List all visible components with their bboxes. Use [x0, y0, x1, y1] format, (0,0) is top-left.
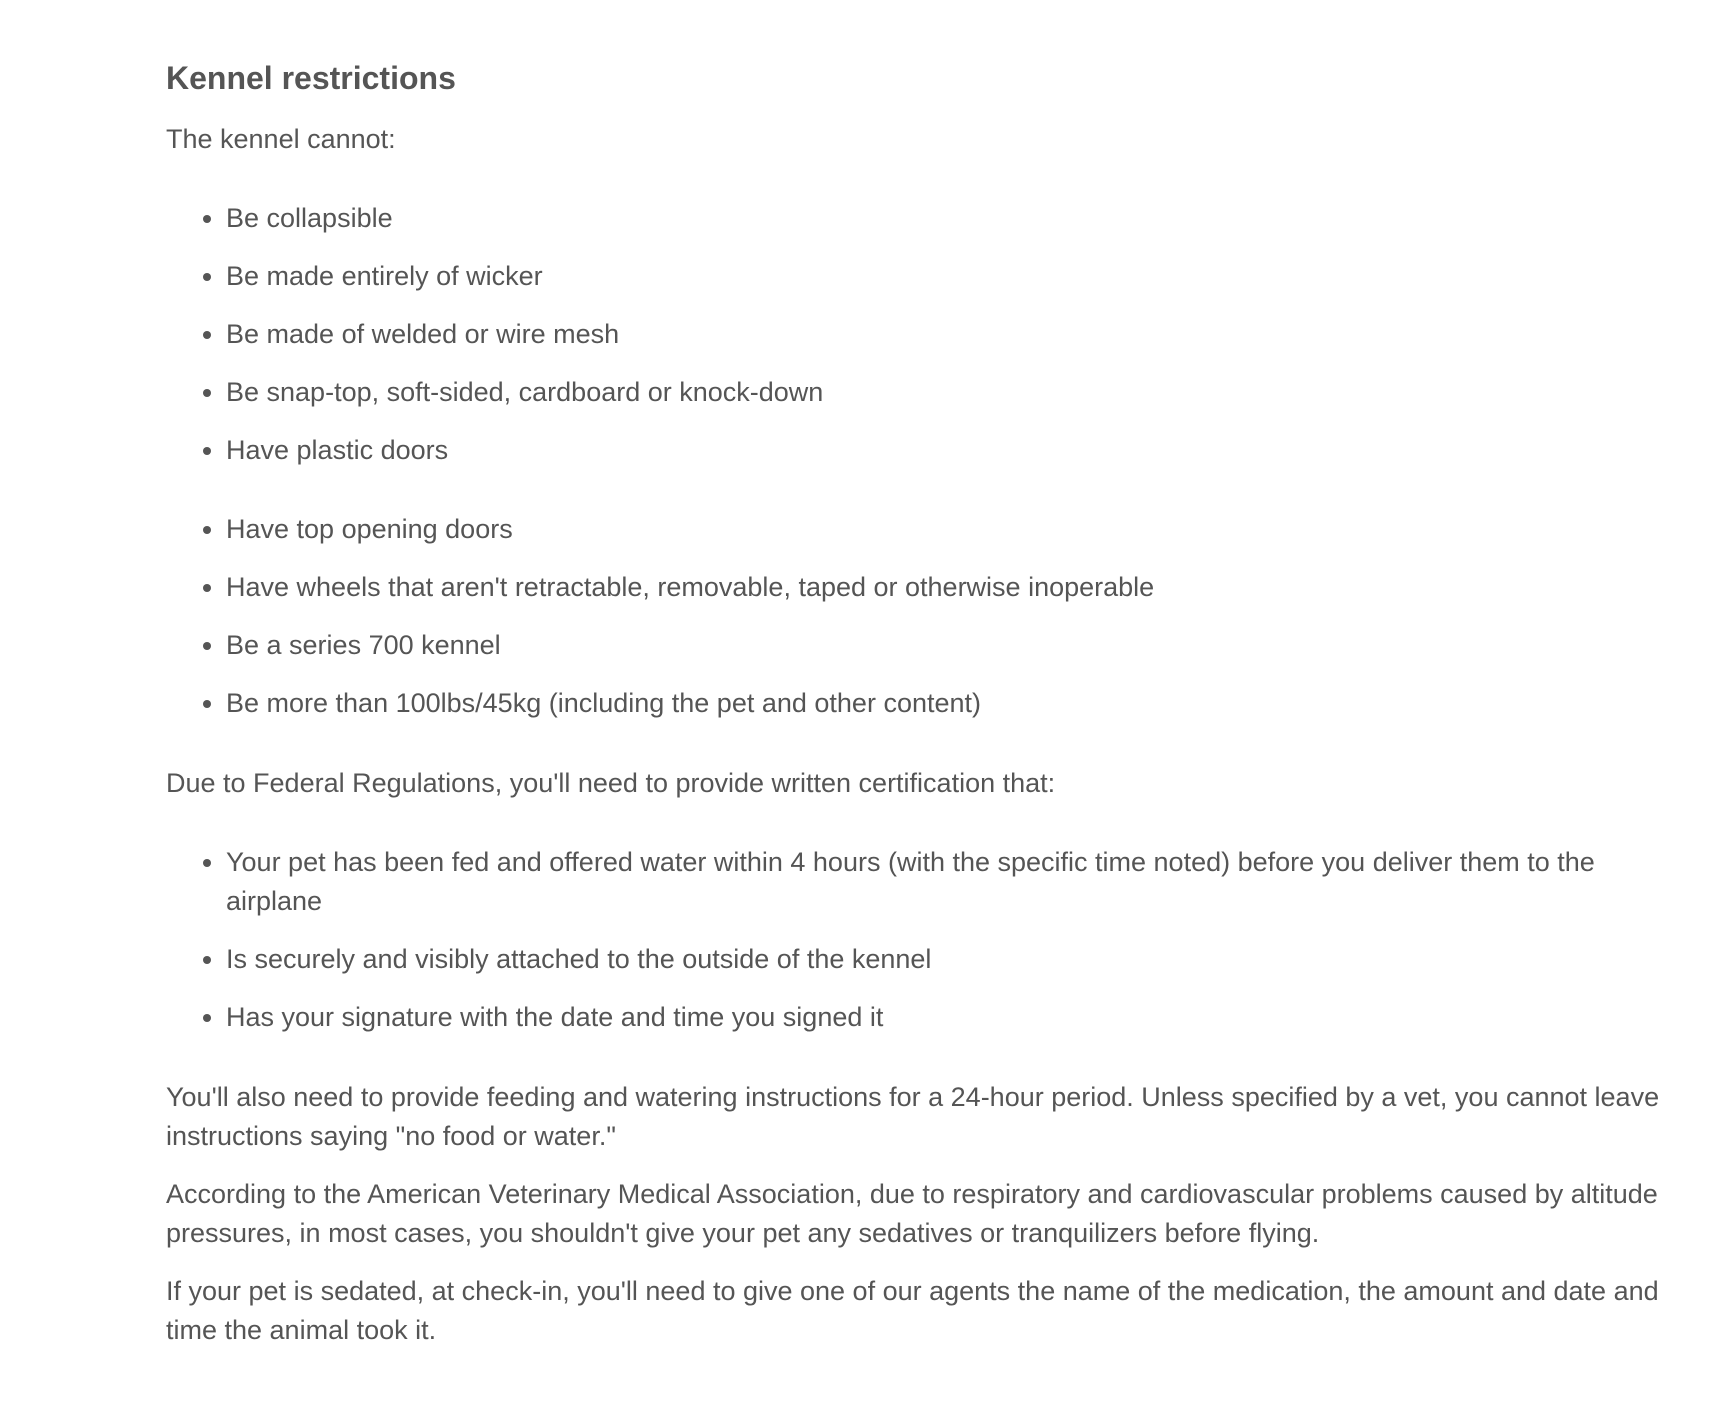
sedatives-paragraph: According to the American Veterinary Medical Association, due to respiratory and cardiovascular problems caused by altitude pressures, in most cases, you shouldn't give your pet any sedatives or tranquilizers before flying. — [166, 1179, 1658, 1248]
main-content — [166, 56, 1686, 1369]
list-item: • Your pet has been fed and offered water within 4 hours (with the specific time noted) before you deliver them to the airplane — [226, 843, 1686, 921]
section-heading: Kennel restrictions — [166, 60, 456, 96]
list-item: • Has your signature with the date and time you signed it — [226, 998, 1686, 1037]
list-item: • Be collapsible — [226, 199, 1686, 238]
list-item: • Have top opening doors — [226, 510, 1686, 549]
list-item: • Be made entirely of wicker — [226, 257, 1686, 296]
list-item: • Be a series 700 kennel — [226, 626, 1686, 665]
sedation-checkin-paragraph: If your pet is sedated, at check-in, you'll need to give one of our agents the name of the medication, the amount and date and time the animal took it. — [166, 1276, 1659, 1345]
kennel-restrictions-list — [166, 199, 1686, 723]
list-item: • Be more than 100lbs/45kg (including the pet and other content) — [226, 684, 1686, 723]
list-item: • Be snap-top, soft-sided, cardboard or knock-down — [226, 373, 1686, 412]
certification-list — [166, 843, 1686, 1037]
list-item: • Have plastic doors — [226, 431, 1686, 470]
kennel-intro: The kennel cannot: — [166, 124, 396, 154]
federal-regulations-intro: Due to Federal Regulations, you'll need to provide written certification that: — [166, 768, 1056, 798]
list-item: • Have wheels that aren't retractable, removable, taped or otherwise inoperable — [226, 568, 1686, 607]
list-item: • Is securely and visibly attached to the outside of the kennel — [226, 940, 1686, 979]
feeding-instructions-paragraph: You'll also need to provide feeding and watering instructions for a 24-hour period. Unless specified by a vet, you cannot leave instructions saying "no food or water." — [166, 1082, 1660, 1151]
list-item: • Be made of welded or wire mesh — [226, 315, 1686, 354]
